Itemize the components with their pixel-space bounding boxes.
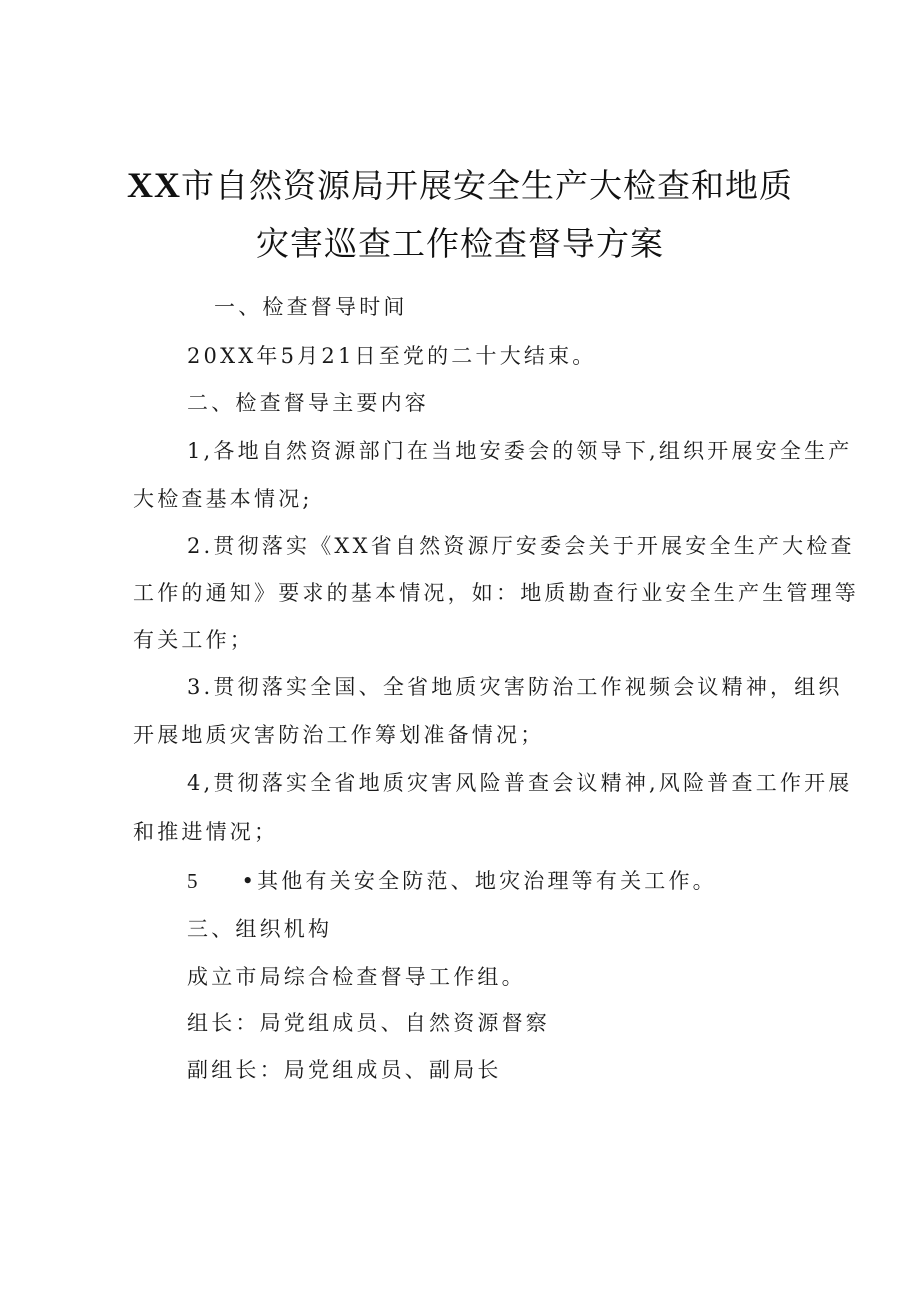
item-5-text: •其他有关安全防范、地灾治理等有关工作。 bbox=[241, 869, 717, 893]
section-1-heading: 一、检查督导时间 bbox=[214, 295, 408, 319]
item-4-line-1: 4,贯彻落实全省地质灾害风险普查会议精神,风险普查工作开展 bbox=[187, 771, 853, 795]
title-prefix: XX bbox=[127, 165, 181, 205]
inspection-time: 20XX年5月21日至党的二十大结束。 bbox=[187, 344, 597, 368]
group-leader: 组长：局党组成员、自然资源督察 bbox=[187, 1011, 550, 1035]
item-3-line-2: 开展地质灾害防治工作筹划准备情况； bbox=[133, 723, 545, 747]
document-title-line-2: 灾害巡查工作检查督导方案 bbox=[256, 224, 664, 263]
item-2-line-3: 有关工作； bbox=[133, 628, 254, 652]
document-title-line-1 bbox=[60, 160, 860, 207]
item-1-line-1: 1,各地自然资源部门在当地安委会的领导下,组织开展安全生产 bbox=[187, 439, 853, 463]
item-2-line-1: 2.贯彻落实《XX省自然资源厅安委会关于开展安全生产大检查 bbox=[187, 534, 855, 558]
section-2-heading: 二、检查督导主要内容 bbox=[187, 391, 429, 415]
item-5-number: 5 bbox=[187, 869, 198, 893]
item-5 bbox=[187, 866, 717, 896]
item-2-line-2: 工作的通知》要求的基本情况，如：地质勘查行业安全生产生管理等 bbox=[133, 581, 859, 605]
group-establishment: 成立市局综合检查督导工作组。 bbox=[187, 965, 526, 989]
item-1-line-2: 大检查基本情况; bbox=[133, 487, 313, 511]
item-4-line-2: 和推进情况； bbox=[133, 820, 279, 844]
item-3-line-1: 3.贯彻落实全国、全省地质灾害防治工作视频会议精神，组织 bbox=[187, 675, 843, 699]
title-text: 市自然资源局开展安全生产大检查和地质 bbox=[181, 166, 793, 205]
section-3-heading: 三、组织机构 bbox=[187, 917, 333, 941]
deputy-group-leader: 副组长：局党组成员、副局长 bbox=[187, 1058, 502, 1082]
